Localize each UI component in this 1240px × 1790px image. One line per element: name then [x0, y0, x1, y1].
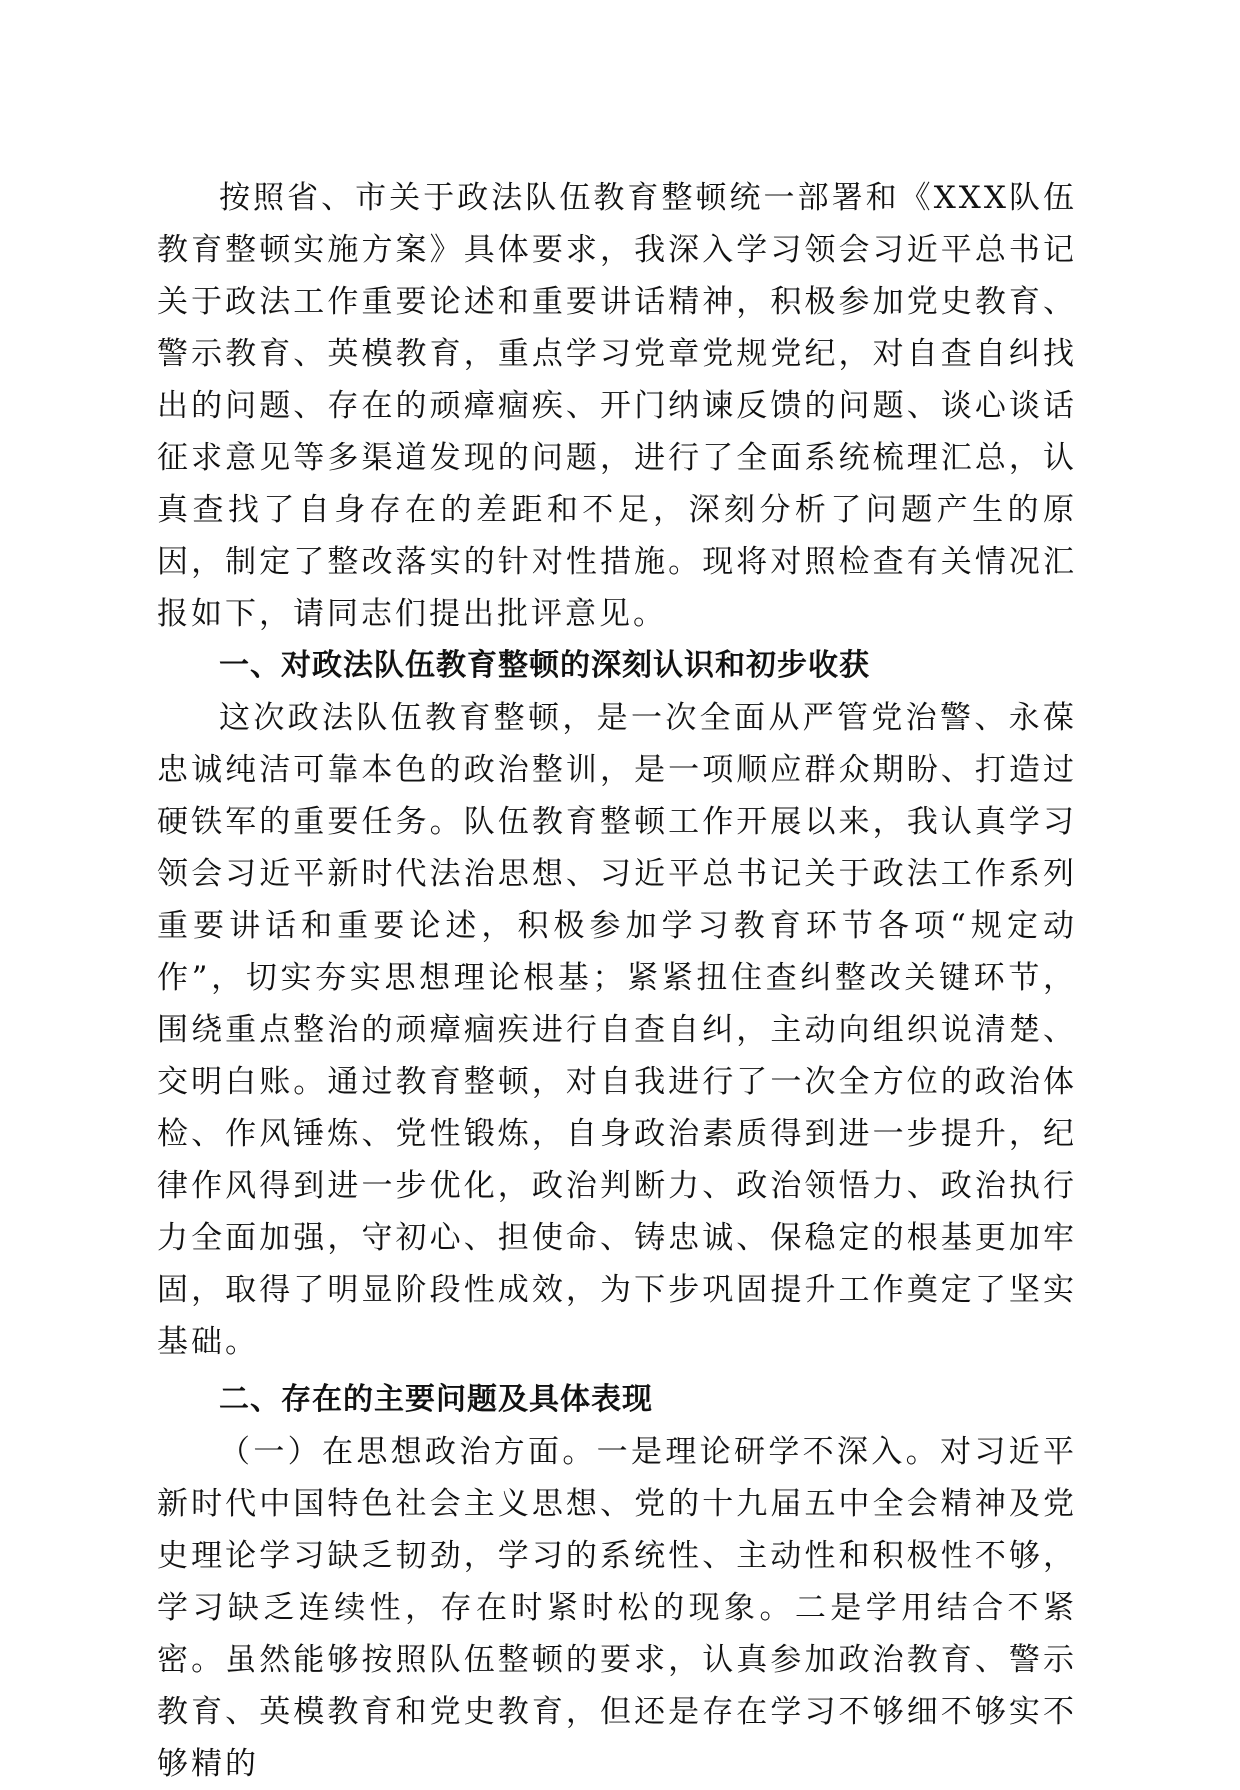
- section-1-paragraph: 这次政法队伍教育整顿，是一次全面从严管党治警、永葆忠诚纯洁可靠本色的政治整训，是一项顺应群众期盼、打造过硬铁军的重要任务。队伍教育整顿工作开展以来，我认真学习领会习近平新时代法治思想、习近平总书记关于政法工作系列重要讲话和重要论述，积极参加学习教育环节各项“规定动作”，切实夯实思想理论根基；紧紧扭住查纠整改关键环节，围绕重点整治的顽瘴痼疾进行自查自纠，主动向组织说清楚、交明白账。通过教育整顿，对自我进行了一次全方位的政治体检、作风锤炼、党性锻炼，自身政治素质得到进一步提升，纪律作风得到进一步优化，政治判断力、政治领悟力、政治执行力全面加强，守初心、担使命、铸忠诚、保稳定的根基更加牢固，取得了明显阶段性成效，为下步巩固提升工作奠定了坚实基础。: [157, 700, 1077, 1360]
- section-heading-2: 二、存在的主要问题及具体表现: [219, 1382, 653, 1417]
- intro-paragraph: 按照省、市关于政法队伍教育整顿统一部署和《XXX队伍教育整顿实施方案》具体要求，我深入学习领会习近平总书记关于政法工作重要论述和重要讲话精神，积极参加党史教育、警示教育、英模教育，重点学习党章党规党纪，对自查自纠找出的问题、存在的顽瘴痼疾、开门纳谏反馈的问题、谈心谈话征求意见等多渠道发现的问题，进行了全面系统梳理汇总，认真查找了自身存在的差距和不足，深刻分析了问题产生的原因，制定了整改落实的针对性措施。现将对照检查有关情况汇报如下，请同志们提出批评意见。: [157, 180, 1077, 632]
- section-2-paragraph: （一）在思想政治方面。一是理论研学不深入。对习近平新时代中国特色社会主义思想、党的十九届五中全会精神及党史理论学习缺乏韧劲，学习的系统性、主动性和积极性不够，学习缺乏连续性，存在时紧时松的现象。二是学用结合不紧密。虽然能够按照队伍整顿的要求，认真参加政治教育、警示教育、英模教育和党史教育，但还是存在学习不够细不够实不够精的: [157, 1434, 1077, 1782]
- document-body: [157, 172, 1077, 1790]
- section-heading-1: 一、对政法队伍教育整顿的深刻认识和初步收获: [219, 648, 870, 683]
